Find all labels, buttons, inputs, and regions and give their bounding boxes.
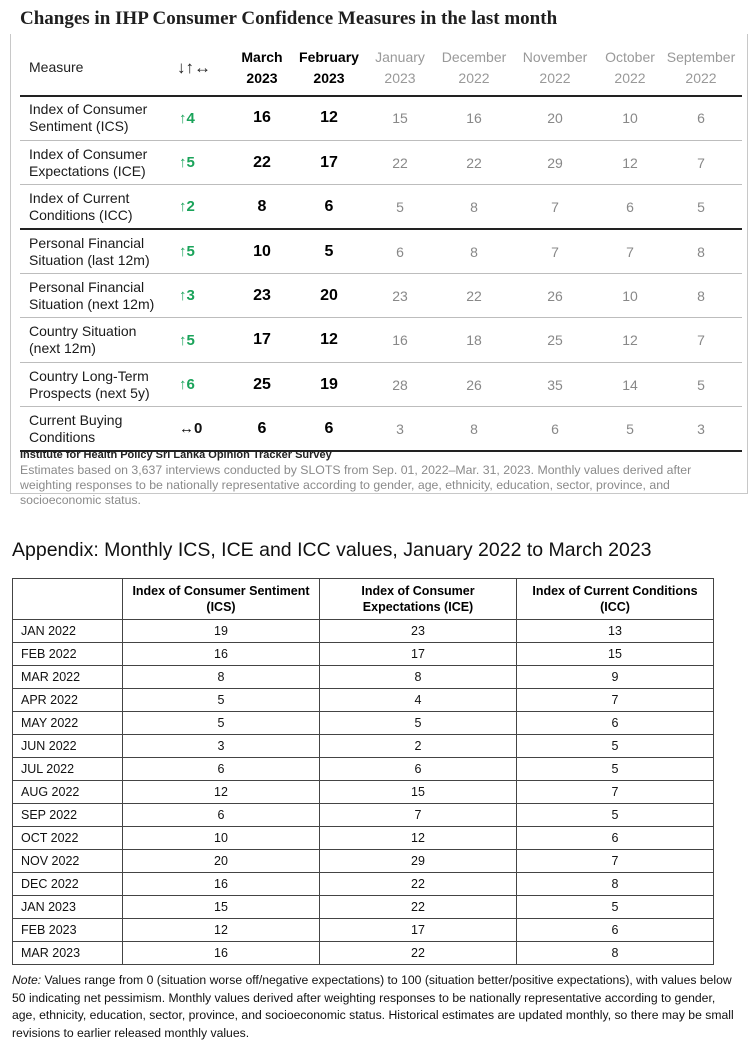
ics-cell: 16 (123, 643, 320, 666)
table-row (13, 873, 714, 896)
month-column-header: November 2022 (510, 40, 600, 96)
change-indicator: ↑5 (165, 140, 228, 184)
measure-label: Personal Financial Situation (next 12m) (20, 274, 165, 318)
icc-cell: 15 (517, 643, 714, 666)
value-cell: 8 (228, 185, 296, 229)
month-cell: MAR 2022 (13, 666, 123, 689)
table-row (20, 362, 742, 406)
value-cell: 8 (438, 407, 510, 451)
table-row (13, 781, 714, 804)
icc-cell: 7 (517, 781, 714, 804)
measure-label: Personal Financial Situation (last 12m) (20, 229, 165, 273)
value-cell: 5 (660, 362, 742, 406)
appendix-note (12, 972, 742, 1042)
ics-cell: 5 (123, 712, 320, 735)
icc-cell: 5 (517, 896, 714, 919)
table-row (13, 666, 714, 689)
change-indicator: ↑5 (165, 229, 228, 273)
change-indicator: ↑4 (165, 96, 228, 140)
table-row (13, 643, 714, 666)
month-cell: JUL 2022 (13, 758, 123, 781)
icc-cell: 8 (517, 942, 714, 965)
value-cell: 26 (510, 274, 600, 318)
ice-cell: 8 (320, 666, 517, 689)
ice-cell: 17 (320, 643, 517, 666)
month-cell: MAY 2022 (13, 712, 123, 735)
value-cell: 25 (228, 362, 296, 406)
measure-label: Index of Consumer Sentiment (ICS) (20, 96, 165, 140)
value-cell: 26 (438, 362, 510, 406)
icc-cell: 5 (517, 735, 714, 758)
table-row (20, 407, 742, 451)
appendix-header-row (13, 579, 714, 620)
table-row (13, 735, 714, 758)
value-cell: 29 (510, 140, 600, 184)
table-row (13, 919, 714, 942)
value-cell: 15 (362, 96, 438, 140)
value-cell: 25 (510, 318, 600, 362)
ice-cell: 29 (320, 850, 517, 873)
value-cell: 10 (600, 274, 660, 318)
ics-cell: 5 (123, 689, 320, 712)
month-cell: APR 2022 (13, 689, 123, 712)
value-cell: 20 (296, 274, 362, 318)
icc-cell: 6 (517, 827, 714, 850)
value-cell: 6 (600, 185, 660, 229)
table-row (13, 827, 714, 850)
icc-cell: 8 (517, 873, 714, 896)
value-cell: 5 (362, 185, 438, 229)
value-cell: 8 (660, 229, 742, 273)
value-cell: 22 (362, 140, 438, 184)
ics-cell: 6 (123, 758, 320, 781)
value-cell: 12 (600, 140, 660, 184)
icc-cell: 13 (517, 620, 714, 643)
measure-label: Country Long-Term Prospects (next 5y) (20, 362, 165, 406)
month-column-header: September 2022 (660, 40, 742, 96)
note-text: Values range from 0 (situation worse off/negative expectations) to 100 (situation better/positive expectations), with values below 50 indicating net pessimism. Monthly values derived after weighting responses to be nationally representative according to gender, age, ethnicity, education, sector, province, and socioeconomic status. Historical estimates are updated monthly, so there may be small revisions to earlier released monthly values. (12, 973, 734, 1040)
month-cell: OCT 2022 (13, 827, 123, 850)
ics-cell: 12 (123, 781, 320, 804)
change-indicator: ↑6 (165, 362, 228, 406)
measure-column-header: Measure (20, 40, 165, 96)
value-cell: 22 (438, 140, 510, 184)
value-cell: 19 (296, 362, 362, 406)
month-header-cell (13, 579, 123, 620)
month-cell: FEB 2023 (13, 919, 123, 942)
value-cell: 6 (510, 407, 600, 451)
change-indicator: ↔0 (165, 407, 228, 451)
measure-label: Current Buying Conditions (20, 407, 165, 451)
note-label: Note: (12, 973, 42, 987)
value-cell: 14 (600, 362, 660, 406)
change-column-header: ↓↑↔ (165, 40, 228, 96)
ice-cell: 6 (320, 758, 517, 781)
change-indicator: ↑3 (165, 274, 228, 318)
month-cell: SEP 2022 (13, 804, 123, 827)
table-row (20, 96, 742, 140)
value-cell: 12 (296, 96, 362, 140)
change-indicator: ↑2 (165, 185, 228, 229)
ice-cell: 7 (320, 804, 517, 827)
table-row (20, 274, 742, 318)
appendix-table-body (13, 620, 714, 965)
value-cell: 16 (438, 96, 510, 140)
ics-cell: 3 (123, 735, 320, 758)
table-row (13, 620, 714, 643)
table-row (13, 896, 714, 919)
value-cell: 6 (362, 229, 438, 273)
value-cell: 16 (228, 96, 296, 140)
ice-cell: 5 (320, 712, 517, 735)
value-cell: 6 (296, 185, 362, 229)
month-cell: NOV 2022 (13, 850, 123, 873)
ics-cell: 15 (123, 896, 320, 919)
ice-column-header: Index of Consumer Expectations (ICE) (320, 579, 517, 620)
table-row (20, 140, 742, 184)
table-row (20, 185, 742, 229)
value-cell: 5 (600, 407, 660, 451)
value-cell: 35 (510, 362, 600, 406)
confidence-table-title: Changes in IHP Consumer Confidence Measures in the last month (20, 8, 558, 29)
month-cell: FEB 2022 (13, 643, 123, 666)
ics-column-header: Index of Consumer Sentiment (ICS) (123, 579, 320, 620)
value-cell: 5 (660, 185, 742, 229)
ice-cell: 22 (320, 873, 517, 896)
change-indicator: ↑5 (165, 318, 228, 362)
month-column-header: October 2022 (600, 40, 660, 96)
value-cell: 10 (600, 96, 660, 140)
month-column-header: December 2022 (438, 40, 510, 96)
ice-cell: 23 (320, 620, 517, 643)
value-cell: 8 (438, 229, 510, 273)
ics-cell: 19 (123, 620, 320, 643)
icc-cell: 5 (517, 804, 714, 827)
table-row (13, 712, 714, 735)
source-credit: Institute for Health Policy Sri Lanka Opinion Tracker Survey (20, 449, 332, 461)
value-cell: 6 (296, 407, 362, 451)
estimates-note: Estimates based on 3,637 interviews conducted by SLOTS from Sep. 01, 2022–Mar. 31, 2023. Monthly values derived after weighting responses to be nationally representative according to gender, age, ethnicity, education, sector, province, and socioeconomic status. (20, 463, 692, 507)
table-row (13, 850, 714, 873)
value-cell: 7 (660, 318, 742, 362)
icc-cell: 6 (517, 919, 714, 942)
icc-cell: 7 (517, 850, 714, 873)
month-cell: AUG 2022 (13, 781, 123, 804)
value-cell: 12 (296, 318, 362, 362)
appendix-table (12, 578, 714, 965)
ice-cell: 2 (320, 735, 517, 758)
value-cell: 23 (362, 274, 438, 318)
confidence-changes-table (20, 40, 742, 452)
value-cell: 7 (510, 185, 600, 229)
ics-cell: 6 (123, 804, 320, 827)
value-cell: 28 (362, 362, 438, 406)
value-cell: 6 (228, 407, 296, 451)
value-cell: 17 (228, 318, 296, 362)
month-cell: JAN 2022 (13, 620, 123, 643)
value-cell: 17 (296, 140, 362, 184)
ice-cell: 22 (320, 896, 517, 919)
ice-cell: 4 (320, 689, 517, 712)
measure-label: Index of Consumer Expectations (ICE) (20, 140, 165, 184)
ics-cell: 16 (123, 873, 320, 896)
icc-cell: 5 (517, 758, 714, 781)
value-cell: 5 (296, 229, 362, 273)
month-column-header: March 2023 (228, 40, 296, 96)
value-cell: 7 (660, 140, 742, 184)
month-cell: DEC 2022 (13, 873, 123, 896)
month-cell: MAR 2023 (13, 942, 123, 965)
month-column-header: January 2023 (362, 40, 438, 96)
value-cell: 6 (660, 96, 742, 140)
value-cell: 12 (600, 318, 660, 362)
value-cell: 8 (438, 185, 510, 229)
measure-label: Country Situation (next 12m) (20, 318, 165, 362)
table-row (13, 804, 714, 827)
value-cell: 10 (228, 229, 296, 273)
value-cell: 23 (228, 274, 296, 318)
ice-cell: 12 (320, 827, 517, 850)
icc-column-header: Index of Current Conditions (ICC) (517, 579, 714, 620)
ice-cell: 17 (320, 919, 517, 942)
value-cell: 8 (660, 274, 742, 318)
table-row (13, 758, 714, 781)
icc-cell: 7 (517, 689, 714, 712)
value-cell: 22 (228, 140, 296, 184)
value-cell: 16 (362, 318, 438, 362)
icc-cell: 6 (517, 712, 714, 735)
ics-cell: 20 (123, 850, 320, 873)
ics-cell: 10 (123, 827, 320, 850)
month-cell: JAN 2023 (13, 896, 123, 919)
ics-cell: 8 (123, 666, 320, 689)
value-cell: 7 (600, 229, 660, 273)
month-column-header: February 2023 (296, 40, 362, 96)
value-cell: 7 (510, 229, 600, 273)
value-cell: 3 (660, 407, 742, 451)
value-cell: 3 (362, 407, 438, 451)
ics-cell: 12 (123, 919, 320, 942)
month-cell: JUN 2022 (13, 735, 123, 758)
confidence-header-row (20, 40, 742, 96)
ics-cell: 16 (123, 942, 320, 965)
icc-cell: 9 (517, 666, 714, 689)
table-row (13, 942, 714, 965)
value-cell: 20 (510, 96, 600, 140)
table-row (20, 318, 742, 362)
measure-label: Index of Current Conditions (ICC) (20, 185, 165, 229)
table-row (13, 689, 714, 712)
value-cell: 22 (438, 274, 510, 318)
table-row (20, 229, 742, 273)
value-cell: 18 (438, 318, 510, 362)
ice-cell: 15 (320, 781, 517, 804)
appendix-title: Appendix: Monthly ICS, ICE and ICC values, January 2022 to March 2023 (12, 539, 652, 561)
ice-cell: 22 (320, 942, 517, 965)
